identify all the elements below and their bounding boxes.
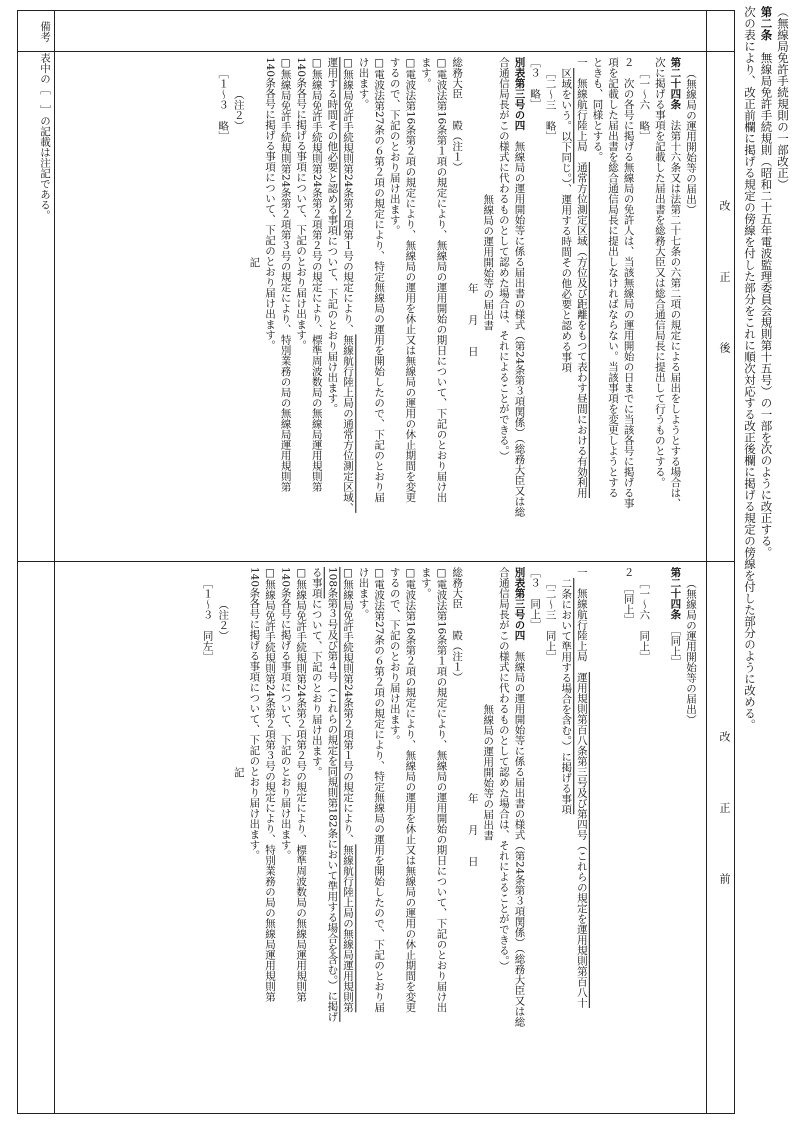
after-addressee: 総務大臣 殿（注１） [451,57,464,173]
before-underlined-text: 108条第３号及び第４号（これらの規定を同規則第182条において準用する場合を含む。）に掲げ [326,567,339,1022]
table-divider [54,11,55,1113]
remarks-label: 備考 [39,21,51,42]
before-checkbox-text: □無線局免許手続規則第24条第２項第１号の規定により、 [341,567,354,845]
after-item-prefix: 一 無線航行陸上局 [575,57,588,162]
after-checkbox-line: □無線局免許手続規則第24条第２項第３号の規定により、特別業務の局の無線局運用規則第 [279,57,292,492]
remarks-text: 表中の［ ］の記載は注記である。 [39,42,51,221]
before-checkbox-text: について、下記のとおり届け出ます。 [310,598,323,777]
after-underlined-text: 運用する時間その他必要と認める事項 [326,57,339,236]
after-item-line [573,57,589,555]
before-item-line [573,567,589,1107]
after-checkbox-text: について、下記のとおり届け出ます。 [326,235,339,414]
before-article-line [667,567,683,1107]
after-checkbox-line: □無線局免許手続規則第24条第２項第２号の規定により、標準周波数局の無線局運用規則第 [310,57,323,492]
after-underlined-text: 通常方位測定区域（方位及び距離をもつて表わす昼間における有効利用 [575,162,588,498]
remarks-column [22,21,52,1111]
header-instruction: 次の表により、改正前欄に掲げる規定の傍線を付した部分をこれに順次対応する改正後欄に掲げる規定の傍線を付した部分のように改める。 [743,6,757,731]
before-spacer [651,567,667,1107]
after-form-text: 無線局の運用開始等に係る届出書の様式（第24条第３項関係）（総務大臣又は総 [513,130,526,517]
after-text-line: 合通信局長がこの様式に代わるものとして認めた場合は、それによることができる。） [497,57,510,462]
before-text-line: ［二～三 同上］ [544,577,557,662]
after-text-line: ２ 次の各号に掲げる無線局の免許人は、当該無線局の運用開始の日までに当該各号に掲げる事 [622,57,635,509]
before-notes: ［１～３ 同左］ [201,577,214,662]
after-checkbox-line: □電波法第27条の６第２項の規定により、特定無線局の運用を開始したので、下記のとおり届 [373,57,386,503]
before-underlined-text: 運用規則第百八条第三号及び第四号（これらの規定を運用規則第百八十 [575,672,588,1008]
before-checkbox-line [308,567,324,1107]
before-form-line [511,567,527,1107]
after-checkbox-line [339,57,355,555]
before-column [58,567,698,1107]
after-checkbox-line: 140条各号に掲げる事項について、下記のとおり届け出ます。 [263,57,276,351]
table-divider [18,51,734,52]
before-text-line: ［一～六 同上］ [638,577,651,662]
before-checkbox-line: 140条各号に掲げる事項について、下記のとおり届け出ます。 [248,567,261,861]
after-checkbox-line: □電波法第16条第１項の規定により、無線局の運用開始の期日について、下記のとおり届け出 [435,57,448,503]
after-form-title: 無線局の運用開始等の届出書 [482,193,495,330]
before-checkbox-line [339,567,355,1107]
after-item-line [558,57,574,555]
after-text-line: ［３ 略］ [529,57,542,110]
after-notes: ［１～３ 略］ [217,67,230,141]
after-article-line [667,57,683,555]
after-checkbox-line [324,57,340,555]
column-header-before: 改正前 [718,730,731,944]
before-checkbox-line: □無線局免許手続規則第24条第２項第２号の規定により、標準周波数局の無線局運用規則第 [295,567,308,1002]
before-checkbox-line: □無線局免許手続規則第24条第２項第３号の規定により、特別業務の局の無線局運用規則第 [263,567,276,1002]
after-checkbox-line: □電波法第16条第２項の規定により、無線局の運用を休止又は無線局の運用の休止期間を変更 [404,57,417,503]
before-checkbox-line: □電波法第16条第１項の規定により、無線局の運用開始の期日について、下記のとおり届け出 [435,567,448,1013]
before-checkbox-line: □電波法第16条第２項の規定により、無線局の運用を休止又は無線局の運用の休止期間を変更 [404,567,417,1013]
after-text-line: 項を記載した届出書を総合通信局長に提出しなければならない。当該事項を変更しようとする [607,57,620,498]
after-item-suffix: 、運用する時間その他必要と認める事項 [560,183,573,372]
after-text-line: ［一～六 略］ [638,67,651,141]
before-article-number: 第二十四条 [669,567,682,620]
after-underlined-text: 無線航行陸上局の通常方位測定区域、 [341,334,354,513]
before-date: 年 月 日 [466,792,479,867]
comparison-table [17,10,735,1114]
after-text-line: ときも、同様とする。 [591,57,604,162]
after-form-line [511,57,527,555]
after-date: 年 月 日 [466,282,479,357]
header-caption: （無線局免許手続規則の一部改正） [776,6,790,190]
header-article-text: 無線局免許手続規則（昭和二十五年電波監理委員会規則第十五号）の一部を次のように改正する。 [759,40,774,558]
before-item-prefix: 一 無線航行陸上局 [575,567,588,672]
before-checkbox-line: □電波法第27条の６第２項の規定により、特定無線局の運用を開始したので、下記のとおり届 [373,567,386,1013]
before-underlined-text: る事項 [310,567,323,599]
after-text-line: 次に掲げる事項を記載した届出書を総務大臣又は総合通信局長に提出して行うものとする。 [653,57,666,488]
header-article-number: 第二条 [759,6,774,41]
after-underlined-text: 区域をいう。以下同じ。） [560,67,573,183]
after-form-number: 別表第三号の四 [513,57,526,131]
after-checkbox-line: ます。 [419,57,432,89]
before-caption: （無線局の運用開始等の届出） [685,577,697,725]
before-form-title: 無線局の運用開始等の届出書 [482,703,495,840]
before-spacer [589,567,605,1107]
before-text-line: 合通信局長がこの様式に代わるものとして認めた場合は、それによることができる。） [497,567,510,972]
before-text-line: ２ ［同上］ [622,567,635,625]
before-spacer [604,567,620,1107]
before-underlined-text: 無線航行陸上局の無線局運用規則第 [341,844,354,1013]
before-checkbox-line: け出ます。 [357,567,370,620]
amendment-header [737,6,791,1116]
table-divider [18,561,734,562]
after-article-text: 法第十六条又は法第二十七条の六第二項の規定による届出をしようとする場合は、 [669,109,682,509]
before-note2: （注２） [217,598,230,641]
before-underlined-text: 二条において準用する場合を含む。）に掲げる事項 [560,577,573,814]
before-text-line: ［３ 同上］ [529,567,542,630]
before-ki: 記 [232,766,245,777]
before-item-line [558,567,574,1107]
before-checkbox-line [324,567,340,1107]
after-checkbox-line: 140条各号に掲げる事項について、下記のとおり届け出ます。 [295,57,308,351]
after-checkbox-text: □無線局免許手続規則第24条第２項第１号の規定により、 [341,57,354,335]
after-article-number: 第二十四条 [669,57,682,110]
after-text-line: ［二～三 略］ [544,67,557,141]
before-article-text: ［同上］ [669,619,682,667]
after-ki: 記 [248,256,261,267]
after-caption: （無線局の運用開始等の届出） [685,67,697,215]
before-form-number: 別表第三号の四 [513,567,526,641]
header-article [758,6,775,1116]
before-addressee: 総務大臣 殿（注１） [451,567,464,683]
remarks-line [37,21,52,1111]
column-header-after: 改正後 [718,199,731,413]
after-note2: （注２） [232,88,245,131]
after-checkbox-line: するので、下記のとおり届け出ます。 [388,57,401,236]
before-checkbox-line: するので、下記のとおり届け出ます。 [388,567,401,746]
before-checkbox-line: 140条各号に掲げる事項について、下記のとおり届け出ます。 [279,567,292,861]
after-column [58,57,698,555]
after-checkbox-line: け出ます。 [357,57,370,110]
before-checkbox-line: ます。 [419,567,432,599]
before-form-text: 無線局の運用開始等に係る届出書の様式（第24条第３項関係）（総務大臣又は総 [513,640,526,1027]
